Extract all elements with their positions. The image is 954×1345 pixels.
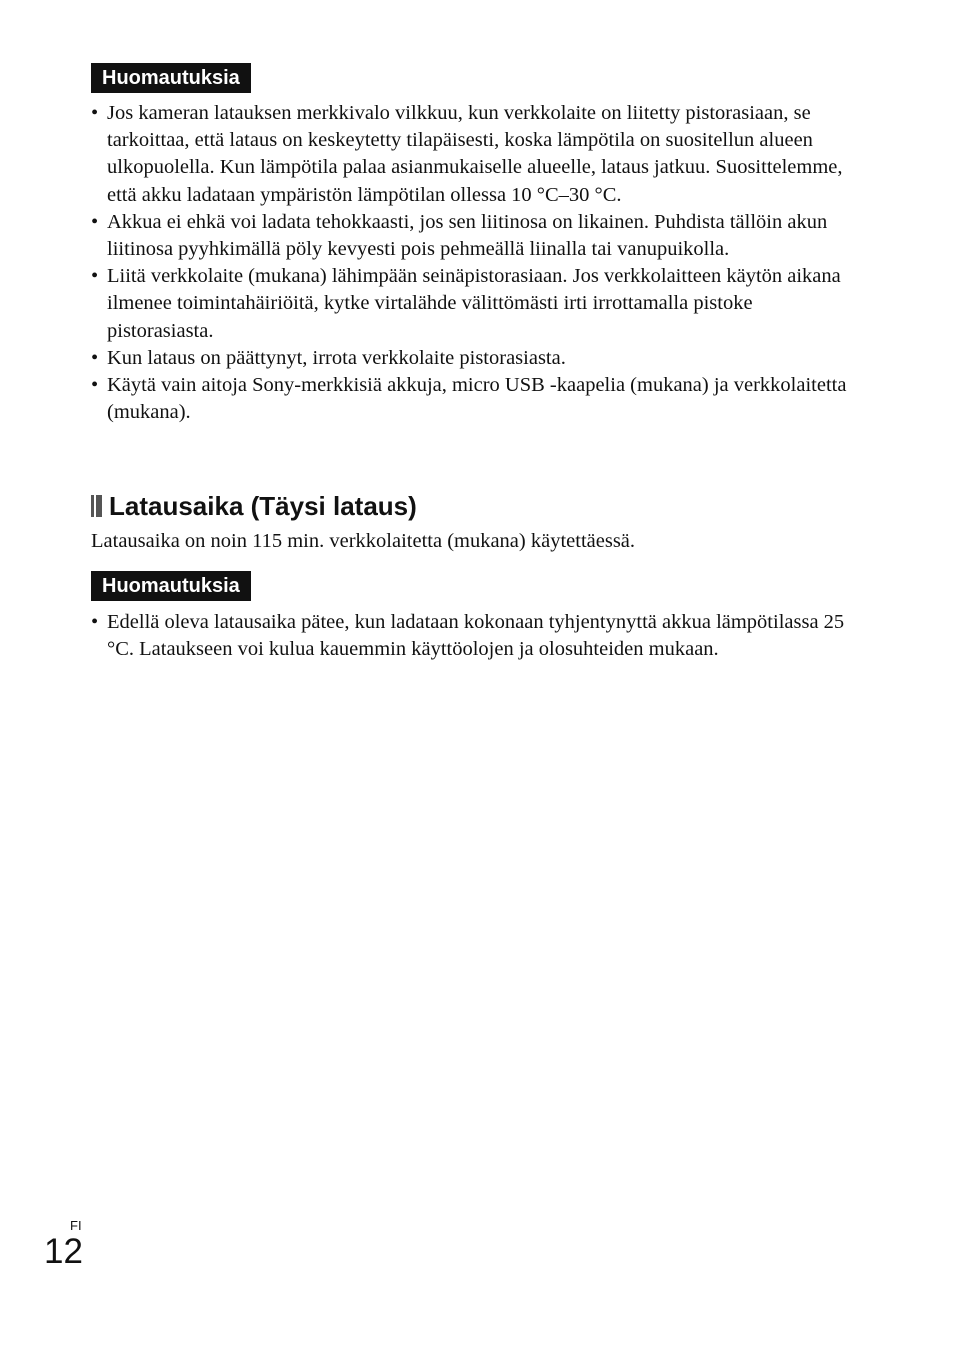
list-item [91,100,851,209]
list-item [91,372,851,426]
list-item-text: Jos kameran latauksen merkkivalo vilkkuu, kun verkkolaite on liitetty pistorasiaan, se tarkoittaa, että lataus on keskeytetty tilapäisesti, koska lämpötila on suositellun alueen ulkopuolella. Kun lämpötila palaa asianmukaiselle alueelle, lataus jatkuu. Suosittelemme, että akku ladataan ympäristön lämpötilan ollessa 10 °C–30 °C. [107,102,843,206]
list-item-text: Kun lataus on päättynyt, irrota verkkolaite pistorasiasta. [107,346,566,369]
notes-list [91,100,851,426]
list-item-text: Liitä verkkolaite (mukana) lähimpään seinäpistorasiaan. Jos verkkolaitteen käytön aikana ilmenee toimintahäiriöitä, kytke virtalähde välittömästi irti irrottamalla pistoke pistorasiasta. [107,265,841,342]
bullet-icon: • [91,611,99,633]
list-item-text: Edellä oleva latausaika pätee, kun ladataan kokonaan tyhjentynyttä akkua lämpötilassa 25 °C. Lataukseen voi kulua kauemmin käyttöolojen ja olosuhteiden mukaan. [107,611,845,661]
notes-label: Huomautuksia [91,571,251,601]
list-item [91,345,851,372]
list-item-text: Akkua ei ehkä voi ladata tehokkaasti, jos sen liitinosa on likainen. Puhdista tällöin akun liitinosa pyyhkimällä pöly kevyesti pois pehmeällä liinalla tai vanupuikolla. [107,210,828,261]
section-heading-text: Latausaika (Täysi lataus) [109,490,417,521]
section-marker-icon [91,495,102,517]
bullet-icon: • [91,346,99,369]
list-item [91,263,851,345]
page-number: 12 [44,1232,83,1271]
bullet-icon: • [91,210,99,233]
language-code: FI [70,1218,82,1233]
bullet-icon: • [91,102,99,124]
bullet-icon: • [91,265,99,288]
bullet-icon: • [91,374,99,397]
notes-list [91,609,851,663]
list-item [91,209,851,263]
list-item-text: Käytä vain aitoja Sony-merkkisiä akkuja, micro USB -kaapelia (mukana) ja verkkolaitetta (mukana). [107,374,847,424]
notes-label: Huomautuksia [91,63,251,93]
section-heading [91,488,417,524]
body-paragraph: Latausaika on noin 115 min. verkkolaitetta (mukana) käytettäessä. [91,530,636,552]
list-item [91,609,851,663]
